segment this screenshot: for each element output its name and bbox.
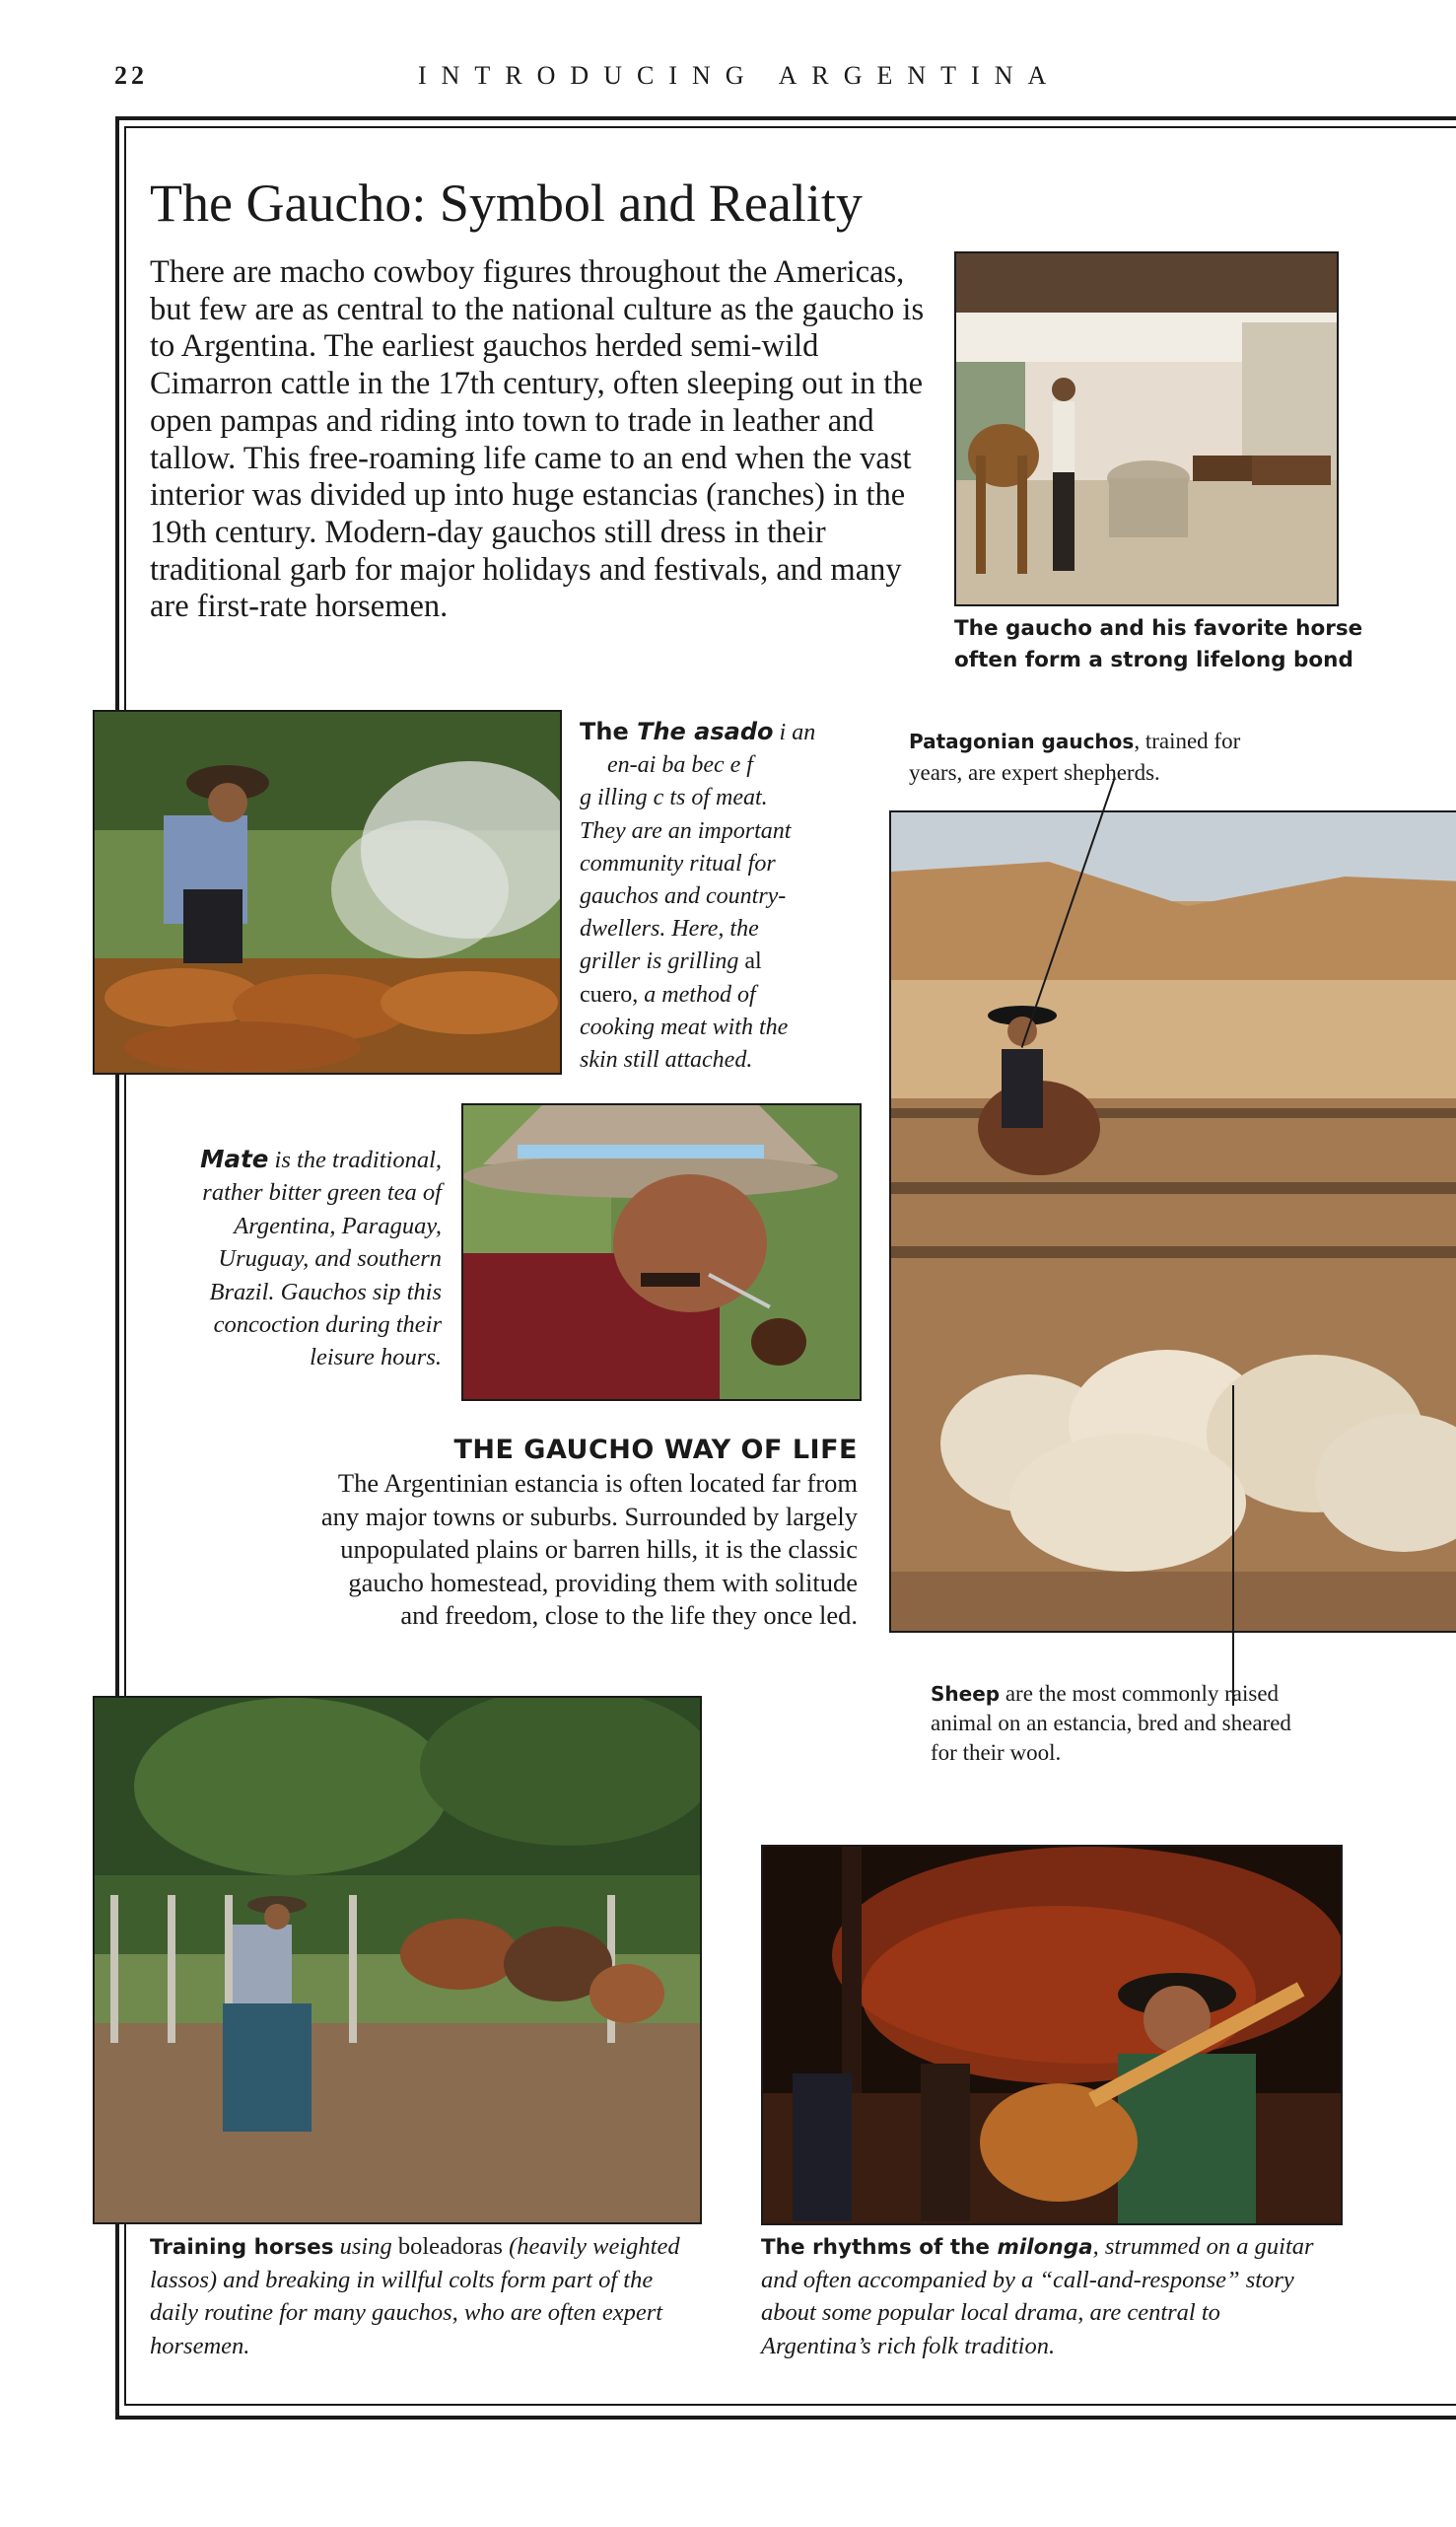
asado-bold: The asado — [637, 718, 774, 745]
section-title: INTRODUCING ARGENTINA — [418, 61, 1062, 90]
caption-asado: The The asado i an en-ai ba bec e f g illing c ts of meat. They are an important community ritual for gauchos and country- dwellers. Here, the griller is grilling al cuero, a method of cooking meat with the skin still attached. — [580, 718, 816, 1074]
photo-asado — [93, 710, 562, 1075]
photo-patagonian-sheep — [889, 810, 1456, 1633]
intro-paragraph: There are macho cowboy figures throughout the Americas, but few are as central to the national culture as the gaucho is to Argentina. The earliest gauchos herded semi-wild Cimarron cattle in the 17th century, often sleeping out in the open pampas and riding into town to trade in leather and tallow. This free-roaming life came to an end when the vast interior was divided up into huge estancias (ranches) in the 19th century. Modern-day gauchos still dress in their traditional garb for major holidays and festivals, and many are first-rate horsemen. — [150, 254, 925, 625]
photo-mate — [461, 1103, 862, 1401]
running-header — [0, 61, 1456, 101]
photo-milonga — [761, 1845, 1343, 2225]
caption-patagonian: Patagonian gauchos, trained for years, are expert shepherds. — [909, 729, 1241, 785]
caption-milonga: The rhythms of the milonga, strummed on a guitar and often accompanied by a “call-and-response” story about some popular local drama, are central to Argentina’s rich folk tradition. — [761, 2233, 1314, 2359]
way-of-life-block: THE GAUCHO WAY OF LIFE The Argentinian estancia is often located far from any major towns or suburbs. Surrounded by largely unpopulated plains or barren hills, it is the classic gaucho homestead, providing them with solitude and freedom, close to the life they once led. — [197, 1435, 858, 1633]
caption-training: Training horses using boleadoras (heavily weighted lassos) and breaking in willful colts form part of the daily routine for many gauchos, who are often expert horsemen. — [150, 2233, 680, 2359]
photo-training-horses — [93, 1696, 702, 2224]
caption-sheep: Sheep are the most commonly raised animal on an estancia, bred and sheared for their wool. — [931, 1681, 1291, 1765]
photo-horse-stable — [954, 251, 1339, 606]
caption-mate: Mate is the traditional, rather bitter green tea of Argentina, Paraguay, Uruguay, and southern Brazil. Gauchos sip this concoction during their leisure hours. — [200, 1145, 442, 1371]
leader-line-sheep — [1232, 1385, 1234, 1706]
page-number: 22 — [114, 61, 148, 90]
way-of-life-heading: THE GAUCHO WAY OF LIFE — [453, 1435, 858, 1465]
caption-horse-bond: The gaucho and his favorite horse often form a strong lifelong bond — [954, 616, 1363, 672]
page-title: The Gaucho: Symbol and Reality — [150, 174, 863, 233]
